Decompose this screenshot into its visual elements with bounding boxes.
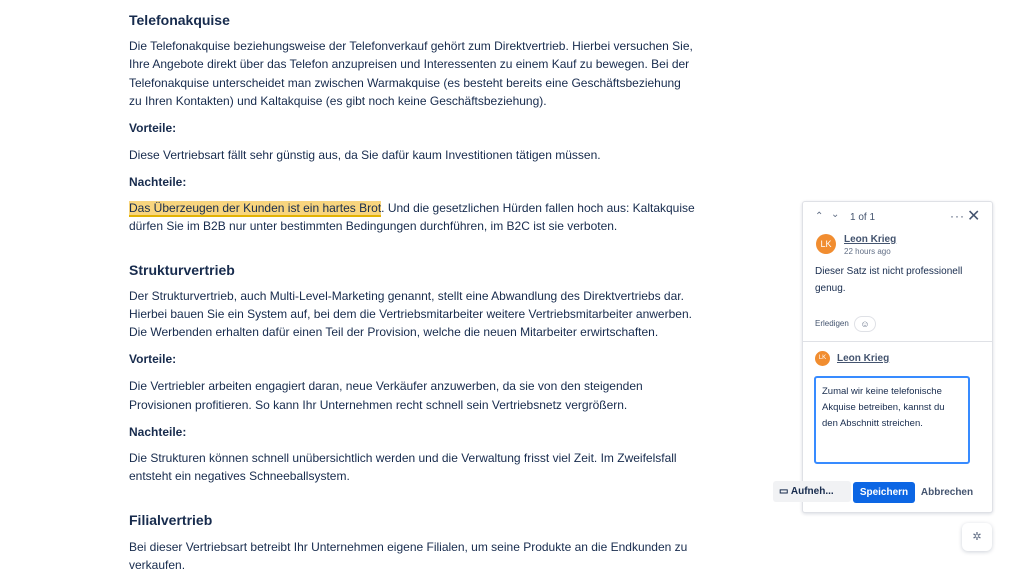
paragraph-line: verkaufen.: [129, 558, 186, 572]
comment-time: 22 hours ago: [844, 247, 891, 256]
paragraph-line: Die Vertriebler arbeiten engagiert daran, neue Verkäufer anzuwerben, da sie von den steigenden: [129, 379, 643, 393]
paragraph-line: Der Strukturvertrieb, auch Multi-Level-Marketing genannt, stellt eine Abwandlung des Direktvertriebs dar.: [129, 289, 684, 303]
paragraph-line: Die Strukturen können schnell unübersichtlich werden und die Verwaltung frisst viel Zeit. Im Zweifelsfall: [129, 451, 677, 465]
comment-text: Dieser Satz ist nicht professionell: [815, 266, 963, 277]
avatar: LK: [816, 234, 836, 254]
resolve-button[interactable]: Erledigen: [815, 319, 849, 328]
reply-author: Leon Krieg: [837, 353, 890, 364]
close-icon[interactable]: ✕: [967, 208, 981, 225]
save-button[interactable]: Speichern: [853, 482, 915, 503]
video-icon: ▭: [779, 486, 789, 497]
paragraph-line: Die Telefonakquise beziehungsweise der Telefonverkauf gehört zum Direktvertrieb. Hierbei versuchen Sie,: [129, 39, 693, 53]
comment-panel: [802, 201, 993, 513]
pros-label: Vorteile:: [129, 121, 177, 135]
paragraph-line: entsteht ein negatives Schneeballsystem.: [129, 469, 350, 483]
paragraph-line: Telefonakquise unterscheidet man zwischen Warmakquise (es besteht bereits eine Geschäftsbeziehung: [129, 76, 681, 90]
collapse-icon[interactable]: ✲: [962, 523, 992, 551]
divider: [803, 341, 992, 342]
heading-strukturvertrieb: Strukturvertrieb: [129, 262, 235, 278]
paragraph-line: Diese Vertriebsart fällt sehr günstig aus, da Sie dafür kaum Investitionen tätigen müssen.: [129, 148, 601, 162]
paragraph-line: [129, 199, 695, 217]
paragraph-line: Hierbei bauen Sie ein System auf, bei dem die Vertriebsmitarbeiter weitere Vertriebsmitarbeiter anwerben.: [129, 307, 692, 321]
chevron-up-icon[interactable]: ⌃: [815, 211, 824, 222]
paragraph-line: Die Werbenden erhalten dafür einen Teil der Provision, welche die neuen Mitarbeiter erwirtschaften.: [129, 325, 659, 339]
paragraph-line: Provisionen profitieren. So kann Ihr Unternehmen recht schnell sein Vertriebsnetz vergrößern.: [129, 398, 628, 412]
paragraph-line: zu Ihren Kontakten) und Kaltakquise (es gibt noch keine Geschäftsbeziehung).: [129, 94, 547, 108]
more-icon[interactable]: ···: [950, 209, 965, 223]
chevron-down-icon[interactable]: ⌄: [831, 209, 840, 220]
paragraph-line: dürfen Sie im B2B nur unter bestimmten Bedingungen durchführen, im B2C ist sie verboten.: [129, 219, 618, 233]
record-button[interactable]: [773, 481, 851, 502]
paragraph-line: Bei dieser Vertriebsart betreibt Ihr Unternehmen eigene Filialen, um seine Produkte an die Endkunden zu: [129, 540, 688, 554]
commented-highlight[interactable]: Das Überzeugen der Kunden ist ein hartes Brot: [129, 201, 382, 215]
heading-telefonakquise: Telefonakquise: [129, 12, 230, 28]
emoji-reaction-icon[interactable]: ☺: [854, 316, 876, 332]
reply-avatar: LK: [815, 351, 830, 366]
cancel-button[interactable]: Abbrechen: [920, 487, 974, 498]
paragraph-line: Ihre Angebote direkt über das Telefon anzupreisen und Interessenten zu einem Kauf zu bewegen. Bei der: [129, 57, 690, 71]
comment-text: genug.: [815, 283, 846, 294]
record-label: Aufneh...: [790, 486, 834, 497]
pros-label: Vorteile:: [129, 352, 177, 366]
comment-author[interactable]: Leon Krieg: [844, 234, 897, 245]
reply-input[interactable]: Zumal wir keine telefonische Akquise betreiben, kannst du den Abschnitt streichen.: [814, 376, 970, 464]
cons-label: Nachteile:: [129, 425, 187, 439]
heading-filialvertrieb: Filialvertrieb: [129, 512, 213, 528]
comment-counter: 1 of 1: [850, 212, 876, 223]
text: . Und die gesetzlichen Hürden fallen hoch aus: Kaltakquise: [381, 201, 695, 215]
cons-label: Nachteile:: [129, 175, 187, 189]
